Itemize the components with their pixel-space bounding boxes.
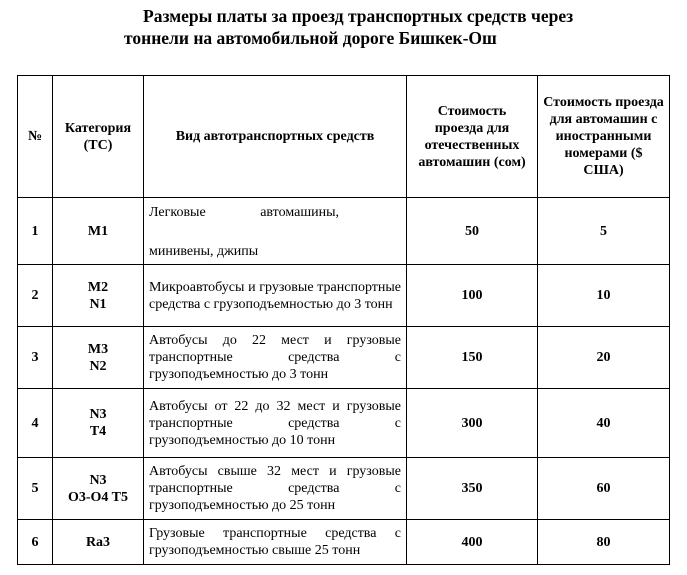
row-category bbox=[53, 198, 144, 265]
row-vehicle-type: Грузовые транспортные средства с грузоподъемностью свыше 25 тонн bbox=[144, 520, 407, 565]
row-category bbox=[53, 265, 144, 327]
row-price-domestic: 300 bbox=[407, 389, 538, 458]
row-number: 1 bbox=[18, 198, 53, 265]
row-price-foreign: 80 bbox=[538, 520, 670, 565]
row-price-domestic: 100 bbox=[407, 265, 538, 327]
row-price-foreign: 60 bbox=[538, 458, 670, 520]
header-price-domestic: Стоимость проезда для отечественных автомашин (сом) bbox=[407, 76, 538, 198]
table-row bbox=[18, 265, 670, 327]
title-line-1: Размеры платы за проезд транспортных средств через bbox=[143, 6, 574, 26]
row-price-domestic: 150 bbox=[407, 327, 538, 389]
category-code: N2 bbox=[89, 358, 107, 374]
category-code: T4 bbox=[89, 424, 107, 439]
table-row bbox=[18, 389, 670, 458]
row-number: 3 bbox=[18, 327, 53, 389]
category-code: N3 bbox=[89, 472, 107, 488]
toll-fee-table bbox=[17, 75, 670, 565]
row-number: 6 bbox=[18, 520, 53, 565]
row-price-foreign: 10 bbox=[538, 265, 670, 327]
row-price-domestic: 400 bbox=[407, 520, 538, 565]
row-number: 4 bbox=[18, 389, 53, 458]
row-price-domestic: 350 bbox=[407, 458, 538, 520]
row-number: 2 bbox=[18, 265, 53, 327]
vehicle-type-line-2: минивены, джипы bbox=[149, 244, 259, 259]
table-row bbox=[18, 458, 670, 520]
document-title bbox=[0, 5, 687, 49]
row-category bbox=[53, 458, 144, 520]
vehicle-type-line-1 bbox=[149, 204, 339, 221]
table-row bbox=[18, 327, 670, 389]
vehicle-type-word-2: автомашины, bbox=[260, 205, 339, 220]
title-line-2: тоннели на автомобильной дороге Бишкек-Ош bbox=[124, 28, 497, 48]
row-category bbox=[53, 389, 144, 458]
category-code: N1 bbox=[89, 296, 107, 312]
row-vehicle-type: Автобусы свыше 32 мест и грузовые транспортные средства с грузоподъемностью до 25 тонн bbox=[144, 458, 407, 520]
header-price-foreign: Стоимость проезда для автомашин с иностранными номерами ($ США) bbox=[538, 76, 670, 198]
table-row bbox=[18, 198, 670, 265]
header-num: № bbox=[18, 76, 53, 198]
header-vehicle-type: Вид автотранспортных средств bbox=[144, 76, 407, 198]
category-code: Ra3 bbox=[85, 534, 111, 550]
vehicle-type-word-1: Легковые bbox=[149, 205, 206, 220]
table-row bbox=[18, 520, 670, 565]
row-category bbox=[53, 327, 144, 389]
row-vehicle-type bbox=[144, 198, 407, 265]
row-vehicle-type: Микроавтобусы и грузовые транспортные средства с грузоподъемностью до 3 тонн bbox=[144, 265, 407, 327]
category-code: M2 bbox=[87, 279, 109, 295]
category-code: N3 bbox=[89, 407, 107, 422]
category-code: M1 bbox=[87, 223, 109, 239]
category-code: M3 bbox=[87, 341, 109, 357]
row-price-foreign: 40 bbox=[538, 389, 670, 458]
row-number: 5 bbox=[18, 458, 53, 520]
row-vehicle-type: Автобусы от 22 до 32 мест и грузовые транспортные средства с грузоподъемностью до 10 тонн bbox=[144, 389, 407, 458]
row-vehicle-type: Автобусы до 22 мест и грузовые транспортные средства с грузоподъемностью до 3 тонн bbox=[144, 327, 407, 389]
table-header-row bbox=[18, 76, 670, 198]
row-price-domestic: 50 bbox=[407, 198, 538, 265]
row-price-foreign: 5 bbox=[538, 198, 670, 265]
header-category: Категория (ТС) bbox=[53, 76, 144, 198]
row-category bbox=[53, 520, 144, 565]
row-price-foreign: 20 bbox=[538, 327, 670, 389]
category-code: O3-O4 T5 bbox=[67, 489, 129, 505]
